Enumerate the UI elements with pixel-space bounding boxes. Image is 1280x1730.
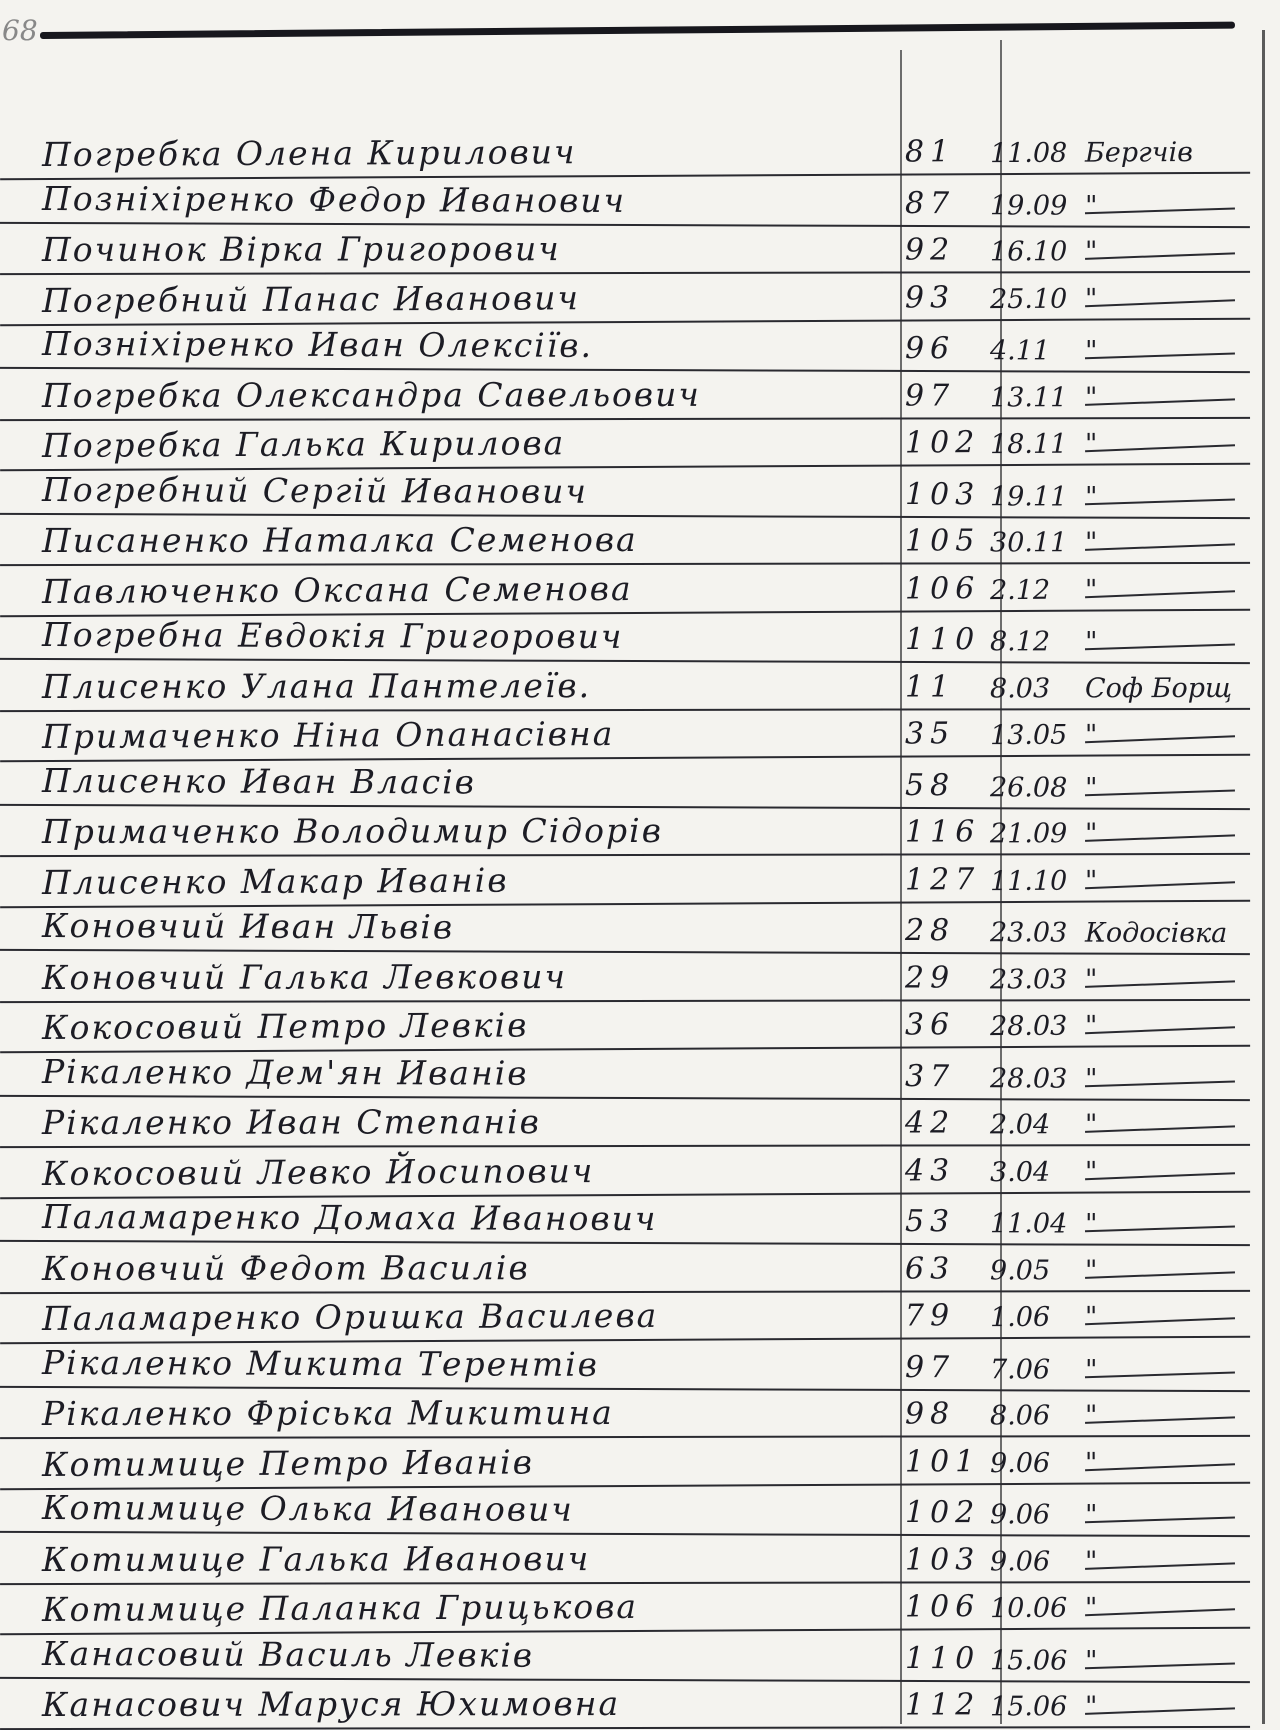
entry-place: " — [1084, 626, 1098, 658]
ledger-row — [0, 366, 1250, 420]
entry-place: " — [1084, 1354, 1098, 1386]
entry-name: Погребка Галька Кирилова — [41, 423, 566, 466]
entry-name: Котимице Галька Иванович — [41, 1538, 591, 1579]
ditto-stroke — [1085, 1172, 1235, 1180]
ledger-row — [0, 1676, 1250, 1730]
entry-place: " — [1084, 1545, 1098, 1577]
ditto-stroke — [1085, 252, 1235, 259]
entry-name: Позніхіренко Иван Олексіїв. — [41, 323, 594, 365]
ditto-stroke — [1085, 1080, 1235, 1087]
entry-number: 36 — [904, 1007, 956, 1043]
entry-number: 63 — [904, 1250, 956, 1287]
entry-place: " — [1084, 190, 1098, 222]
entry-place: " — [1084, 481, 1098, 513]
entry-place: " — [1084, 963, 1098, 995]
entry-name: Примаченко Володимир Сідорів — [41, 810, 663, 852]
entry-number: 105 — [904, 523, 981, 559]
ledger-row — [0, 899, 1250, 955]
ditto-stroke — [1085, 1271, 1235, 1278]
entry-place: " — [1084, 1691, 1098, 1723]
ditto-stroke — [1085, 299, 1235, 307]
entry-number: 58 — [904, 767, 956, 803]
entry-place: " — [1084, 1592, 1098, 1624]
entry-date: 9.06 — [989, 1499, 1051, 1531]
entry-date: 19.09 — [989, 189, 1068, 222]
entry-date: 19.11 — [989, 480, 1068, 513]
entry-date: 18.11 — [989, 428, 1068, 461]
ledger-row — [0, 1626, 1250, 1682]
entry-number: 110 — [904, 1640, 981, 1676]
entry-date: 2.04 — [989, 1109, 1051, 1141]
entry-name: Паламаренко Домаха Иванович — [41, 1196, 658, 1239]
entry-place: " — [1084, 865, 1098, 897]
column-rule-right — [1262, 30, 1265, 1724]
ditto-stroke — [1085, 789, 1235, 796]
ledger-row — [0, 608, 1250, 664]
entry-place: " — [1084, 1447, 1098, 1479]
entry-date: 26.08 — [989, 771, 1068, 804]
ledger-row — [0, 803, 1250, 857]
ledger-row — [0, 1239, 1250, 1293]
entry-date: 4.11 — [989, 335, 1051, 367]
entry-number: 102 — [904, 425, 981, 461]
ditto-stroke — [1085, 1026, 1235, 1034]
entry-place: " — [1084, 527, 1098, 559]
ledger-row — [0, 1190, 1250, 1246]
ditto-stroke — [1085, 444, 1235, 452]
ditto-stroke — [1085, 1125, 1235, 1132]
entry-name: Коновчий Иван Львів — [41, 905, 455, 947]
ditto-stroke — [1085, 644, 1235, 651]
entry-number: 37 — [904, 1058, 956, 1094]
entry-date: 8.06 — [989, 1400, 1051, 1432]
entry-name: Павлюченко Оксана Семенова — [41, 568, 633, 611]
entry-date: 10.06 — [989, 1592, 1068, 1625]
ditto-stroke — [1085, 881, 1235, 889]
ledger-row — [0, 657, 1250, 711]
entry-name: Коновчий Галька Левкович — [41, 956, 567, 997]
ditto-stroke — [1085, 1707, 1235, 1714]
entry-place: " — [1084, 335, 1098, 367]
ledger-row — [0, 1385, 1250, 1439]
ledger-row — [0, 317, 1250, 373]
entry-number: 116 — [904, 814, 981, 850]
entry-number: 92 — [904, 232, 956, 268]
entry-place: " — [1084, 1400, 1098, 1432]
entry-date: 9.06 — [989, 1447, 1051, 1479]
entry-name: Плисенко Иван Власів — [41, 760, 476, 801]
entry-date: 1.06 — [989, 1301, 1051, 1334]
entry-place: " — [1084, 1109, 1098, 1141]
entry-number: 93 — [904, 279, 956, 316]
entry-place: Бергчів — [1084, 137, 1194, 169]
top-rule — [40, 22, 1235, 39]
entry-place: " — [1084, 1208, 1098, 1240]
entry-number: 127 — [904, 861, 981, 898]
entry-place: " — [1084, 1063, 1098, 1095]
entry-name: Плисенко Макар Иванів — [41, 860, 509, 902]
ledger-row — [0, 1335, 1250, 1391]
entry-number: 102 — [904, 1494, 981, 1531]
entry-name: Паламаренко Оришка Василева — [41, 1295, 659, 1339]
entry-name: Канасович Маруся Юхимовна — [41, 1684, 621, 1725]
entry-date: 23.03 — [989, 963, 1068, 995]
entry-number: 106 — [904, 1589, 981, 1625]
ditto-stroke — [1085, 1416, 1235, 1423]
entry-number: 110 — [904, 621, 981, 658]
ditto-stroke — [1085, 543, 1235, 550]
ditto-stroke — [1085, 398, 1235, 405]
entry-number: 87 — [904, 185, 956, 221]
ledger-row — [0, 753, 1250, 809]
entry-place: " — [1084, 719, 1098, 751]
entry-number: 81 — [904, 134, 956, 170]
entry-name: Кокосовий Левко Йосипович — [41, 1150, 595, 1193]
entry-date: 11.04 — [989, 1208, 1068, 1240]
entry-date: 30.11 — [989, 527, 1068, 559]
ditto-stroke — [1085, 353, 1235, 360]
entry-date: 21.09 — [989, 818, 1068, 850]
ditto-stroke — [1085, 735, 1235, 743]
entry-number: 96 — [904, 330, 956, 367]
ditto-stroke — [1085, 1371, 1235, 1378]
ledger-row — [0, 462, 1250, 518]
entry-number: 43 — [904, 1152, 956, 1189]
entry-number: 35 — [904, 716, 956, 752]
entry-number: 97 — [904, 377, 956, 414]
ditto-stroke — [1085, 1517, 1235, 1524]
ditto-stroke — [1085, 980, 1235, 987]
entry-number: 106 — [904, 570, 981, 607]
entry-name: Примаченко Ніна Опанасівна — [41, 714, 615, 757]
ditto-stroke — [1085, 1562, 1235, 1569]
entry-date: 8.03 — [989, 672, 1051, 704]
entry-date: 8.12 — [989, 626, 1051, 658]
entry-number: 101 — [904, 1443, 981, 1480]
entry-place: " — [1084, 1499, 1098, 1531]
entry-place: " — [1084, 236, 1098, 268]
entry-number: 29 — [904, 959, 956, 996]
entry-name: Плисенко Улана Пантелеїв. — [41, 665, 592, 706]
entry-name: Рікаленко Дем'ян Иванів — [41, 1051, 529, 1093]
entry-date: 9.05 — [989, 1254, 1051, 1286]
entry-number: 103 — [904, 476, 981, 512]
ditto-stroke — [1085, 1463, 1235, 1471]
ledger-row — [0, 1044, 1250, 1100]
entry-name: Погребний Панас Иванович — [41, 277, 581, 320]
entry-date: 3.04 — [989, 1156, 1051, 1188]
entry-date: 15.06 — [989, 1644, 1068, 1677]
entry-name: Рікаленко Иван Степанів — [41, 1102, 541, 1143]
ditto-stroke — [1085, 207, 1235, 214]
ledger-row — [0, 1094, 1250, 1148]
entry-name: Котимице Петро Иванів — [41, 1441, 534, 1484]
entry-name: Погребний Сергій Иванович — [41, 469, 589, 511]
entry-number: 42 — [904, 1105, 956, 1141]
entry-name: Котимице Олька Иванович — [41, 1487, 574, 1529]
entry-date: 9.06 — [989, 1545, 1051, 1577]
entry-date: 11.08 — [989, 137, 1068, 170]
entry-name: Погребка Олександра Савельович — [41, 374, 701, 415]
entry-date: 25.10 — [989, 283, 1068, 315]
entry-number: 98 — [904, 1396, 956, 1432]
entry-place: " — [1084, 818, 1098, 850]
entry-name: Позніхіренко Федор Иванович — [41, 178, 627, 220]
ledger-row — [0, 948, 1250, 1002]
ledger-row — [0, 1481, 1250, 1537]
entry-name: Коновчий Федот Василів — [41, 1247, 530, 1288]
entry-place: " — [1084, 1301, 1098, 1333]
entry-place: " — [1084, 283, 1098, 315]
entry-name: Погребка Олена Кирилович — [41, 132, 577, 175]
ditto-stroke — [1085, 1608, 1235, 1616]
entry-date: 16.10 — [989, 236, 1068, 268]
entry-place: " — [1084, 1645, 1098, 1677]
entry-place: " — [1084, 574, 1098, 606]
entry-number: 28 — [904, 912, 956, 949]
ledger-row — [0, 1530, 1250, 1584]
entry-date: 28.03 — [989, 1010, 1068, 1043]
entry-name: Рікаленко Фріська Микитина — [41, 1393, 614, 1434]
entry-number: 11 — [904, 668, 956, 705]
entry-date: 11.10 — [989, 865, 1068, 897]
entry-date: 28.03 — [989, 1062, 1068, 1095]
entry-place: " — [1084, 1010, 1098, 1042]
entry-place: " — [1084, 428, 1098, 460]
entry-date: 13.05 — [989, 719, 1068, 752]
entry-place: " — [1084, 1254, 1098, 1286]
ledger-row — [0, 221, 1250, 275]
entry-date: 13.11 — [989, 381, 1068, 413]
entry-date: 15.06 — [989, 1691, 1068, 1723]
entry-name: Кокосовий Петро Левків — [41, 1005, 529, 1048]
ditto-stroke — [1085, 590, 1235, 598]
entry-number: 103 — [904, 1541, 981, 1578]
entry-place: " — [1084, 772, 1098, 804]
ditto-stroke — [1085, 1317, 1235, 1325]
ditto-stroke — [1085, 1226, 1235, 1233]
entry-date: 23.03 — [989, 917, 1068, 949]
entry-number: 53 — [904, 1203, 956, 1240]
entry-name: Починок Вірка Григорович — [41, 229, 561, 270]
page-number: 68 — [2, 14, 38, 47]
entry-name: Котимице Паланка Грицькова — [41, 1586, 639, 1630]
entry-number: 97 — [904, 1349, 956, 1385]
entry-number: 79 — [904, 1298, 956, 1334]
entry-place: Кодосівка — [1084, 917, 1228, 950]
ledger-row — [0, 171, 1250, 227]
ditto-stroke — [1085, 1662, 1235, 1669]
entry-name: Рікаленко Микита Терентів — [41, 1342, 600, 1384]
entry-name: Канасовий Василь Левків — [41, 1633, 535, 1675]
ditto-stroke — [1085, 498, 1235, 505]
ditto-stroke — [1085, 834, 1235, 841]
ledger-row — [0, 512, 1250, 566]
entry-name: Писаненко Наталка Семенова — [41, 519, 638, 561]
entry-date: 7.06 — [989, 1353, 1051, 1385]
entry-number: 112 — [904, 1687, 981, 1723]
entry-place: " — [1084, 381, 1098, 413]
entry-place: " — [1084, 1156, 1098, 1188]
entry-date: 2.12 — [989, 574, 1051, 606]
entry-place: Соф Борщ — [1084, 672, 1233, 704]
entry-name: Погребна Евдокія Григорович — [41, 614, 624, 656]
